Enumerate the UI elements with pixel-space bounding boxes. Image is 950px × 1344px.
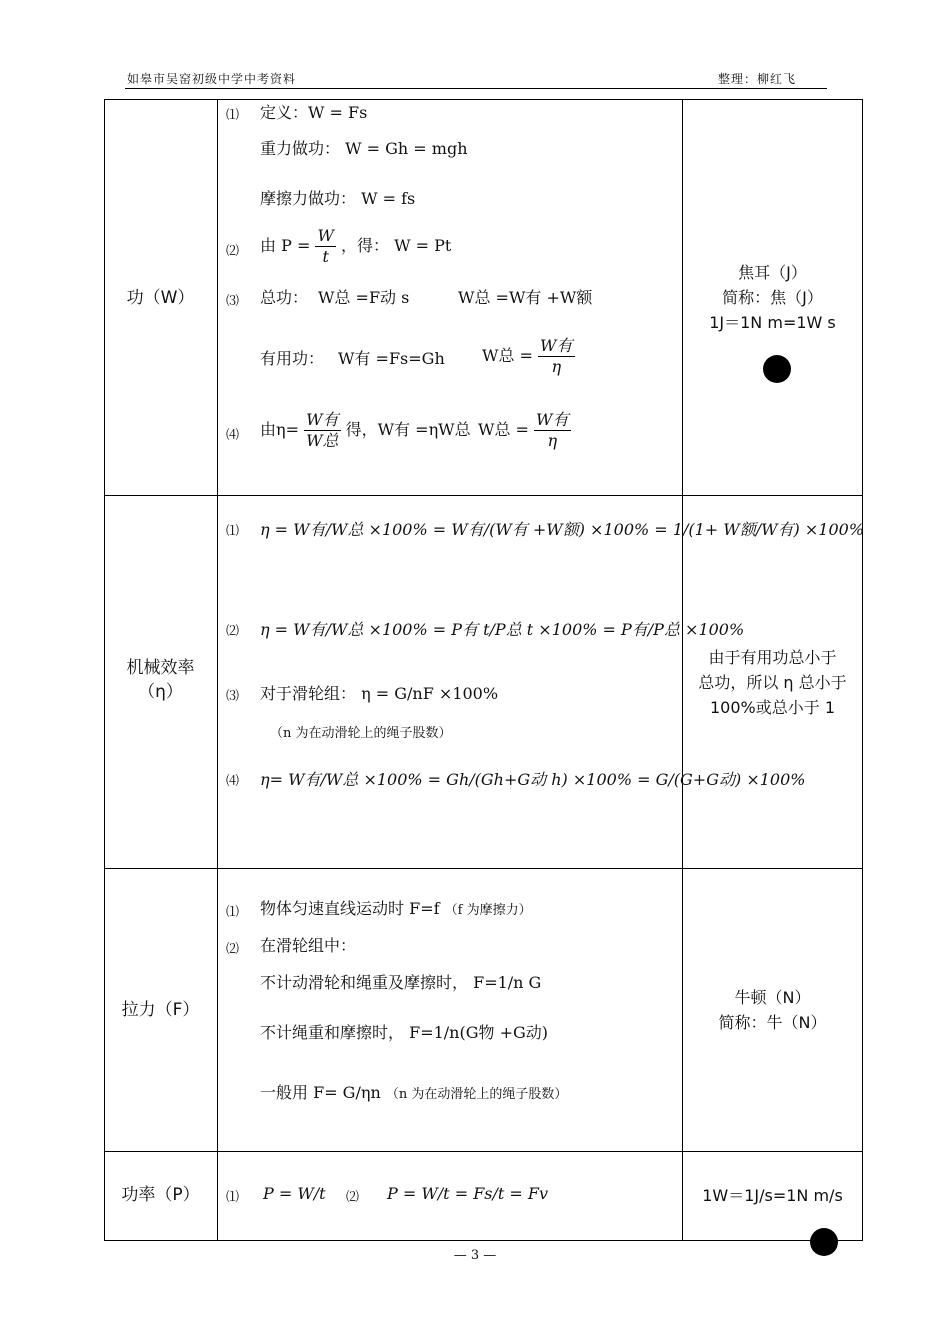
frac-denominator: η [551,357,562,376]
label-power: 功率（P） [121,1185,200,1205]
label-efficiency-line-2: （η） [138,682,183,702]
work-gravity: 重力做功： W = Gh = mgh [260,139,468,158]
work-by-power-suffix: ，得： W = Pt [341,236,452,255]
num-work-3: ⑶ [226,294,240,309]
tension-line-1 [260,899,532,921]
frac-numerator: W [317,226,334,245]
row-divider-2 [104,868,863,869]
unit-work [682,260,863,335]
frac-denominator: W总 [306,431,339,450]
work-by-efficiency [260,410,471,451]
tension-line-5-note: （n 为在动滑轮上的绳子股数） [385,1087,568,1102]
label-efficiency [104,656,217,704]
unit-power: 1W＝1J/s=1N m/s [702,1186,843,1205]
useful-work-formula-1: W有 =Fs=Gh [338,349,445,368]
num-eff-1: ⑴ [226,524,240,539]
tension-line-4: 不计绳重和摩擦时， F=1/n(G物 +G动) [260,1023,549,1042]
tension-line-1-text: 物体匀速直线运动时 F=f [260,899,440,918]
label-efficiency-line-1: 机械效率 [126,658,195,678]
tension-line-3: 不计动滑轮和绳重及摩擦时， F=1/n G [260,973,542,992]
useful-work-formula-2-prefix: W总 = [482,346,533,365]
unit-tension [682,985,863,1035]
num-tension-1: ⑴ [226,905,240,920]
header-author: 整理：柳红飞 [718,72,797,86]
num-work-2: ⑵ [226,244,240,259]
work-by-eta-mid: 得，W有 =ηW总 [345,420,471,439]
num-eff-2: ⑵ [226,624,240,639]
label-work: 功（W） [126,288,195,308]
power-formula-2: P = W/t = Fs/t = Fv [387,1184,549,1203]
frac-denominator: η [547,431,558,450]
frac-numerator: W有 [540,336,573,355]
unit-tension-line-2: 简称：牛（N） [718,1013,827,1032]
total-work-formula-2: W总 =W有 +W额 [458,288,593,307]
frac-denominator: t [322,247,329,266]
header-rule [125,88,827,89]
work-by-eta-2-fraction [534,410,570,451]
useful-work-formula-2 [482,336,575,377]
efficiency-formula-4: η= W有/W总 ×100% = Gh/(Gh+G动 h) ×100% = G/(G+G动) ×100% [260,770,806,789]
row-divider-1 [104,495,863,496]
num-eff-4: ⑷ [226,774,240,789]
work-definition: 定义：W = Fs [260,103,368,122]
unit-work-line-3: 1J＝1N m=1W s [709,313,836,332]
header-school: 如皋市吴窑初级中学中考资料 [127,72,297,86]
unit-tension-line-1: 牛顿（N） [734,988,811,1007]
row-divider-3 [104,1151,863,1152]
efficiency-formula-1: η = W有/W总 ×100% = W有/(W有 +W额) ×100% = 1/(1+ W额/W有) ×100% [260,520,865,539]
unit-eff-line-2: 总功，所以 η 总小于 [698,673,847,692]
tension-line-2: 在滑轮组中： [260,936,357,955]
power-formula-1: P = W/t [263,1184,326,1203]
label-tension: 拉力（F） [121,1000,200,1020]
work-by-eta-prefix: 由η= [260,420,299,439]
unit-work-line-1: 焦耳（J） [738,263,807,282]
efficiency-formula-3: 对于滑轮组： η = G/nF ×100% [260,684,499,703]
work-by-power-prefix: 由 P = [260,236,311,255]
work-friction: 摩擦力做功： W = fs [260,189,416,208]
tension-line-1-note: （f 为摩擦力） [444,903,532,918]
unit-eff-line-3: 100%或总小于 1 [709,698,835,717]
num-work-1: ⑴ [226,108,240,123]
work-by-power [260,226,451,267]
num-power-1: ⑴ [226,1190,240,1205]
frac-numerator: W有 [306,410,339,429]
useful-work-label: 有用功： [260,349,325,368]
unit-eff-line-1: 由于有用功总小于 [708,648,837,667]
tension-line-5-text: 一般用 F= G/ηn [260,1083,381,1102]
num-power-2: ⑵ [346,1190,360,1205]
work-by-efficiency-2 [478,410,571,451]
page-number: — 3 — [453,1248,497,1263]
work-by-eta-2-prefix: W总 = [478,420,529,439]
tension-line-5 [260,1083,567,1105]
frac-numerator: W有 [536,410,569,429]
efficiency-formula-2: η = W有/W总 ×100% = P有 t/P总 t ×100% = P有/P总 ×100% [260,620,745,639]
black-dot-mark [763,355,791,383]
num-work-4: ⑷ [226,428,240,443]
num-eff-3: ⑶ [226,689,240,704]
work-by-eta-fraction [304,410,340,451]
total-work-label: 总功： [260,288,309,307]
unit-work-line-2: 简称：焦（J） [722,288,823,307]
efficiency-note: （n 为在动滑轮上的绳子股数） [270,726,452,741]
useful-work-fraction [538,336,574,377]
num-tension-2: ⑵ [226,942,240,957]
col-divider-1 [217,99,218,1241]
work-by-power-fraction [315,226,335,267]
total-work-formula-1: W总 =F动 s [318,288,410,307]
unit-efficiency [682,645,863,720]
